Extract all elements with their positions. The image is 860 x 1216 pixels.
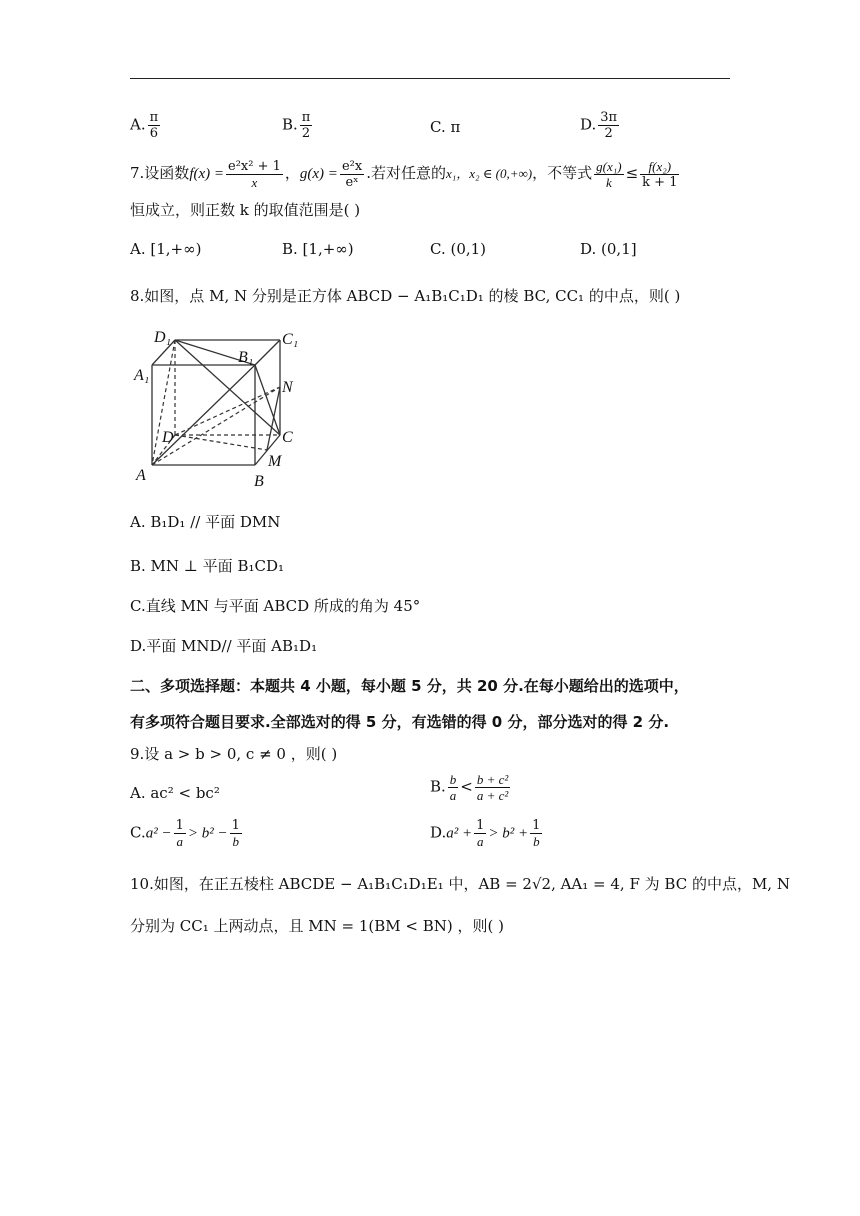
label-B1: B₁ xyxy=(238,349,254,366)
cube-diagram xyxy=(130,320,310,490)
line-AB1 xyxy=(152,365,255,465)
section2-instructions-line1: 二、多项选择题：本题共 4 小题，每小题 5 分，共 20 分.在每小题给出的选项中， xyxy=(130,677,689,695)
label-A: A xyxy=(136,467,146,484)
q7-stem-line1: 7.设函数f(x) = $\frac{\text{e²x² + 1}}{x}$ ，g(x) = $\frac{\text{e²x}}{\text{eˣ}}$ .若对任意的x₁，x₂ ∈ (0,+∞)，不等式 $\frac{\text{g(x₁)}}{k}$ ≤ $\frac{\text{f(x₂)}}{k + 1}$ xyxy=(130,158,678,190)
section2-instructions-line2: 有多项符合题目要求.全部选对的得 5 分，有选错的得 0 分，部分选对的得 2 分. xyxy=(130,713,670,731)
label-N: N xyxy=(282,379,293,396)
q6-a-fraction: $\frac{\pi}{6}$ xyxy=(149,110,159,141)
q6-option-d[interactable]: D. $\frac{3\pi}{2}$ xyxy=(580,110,618,141)
q7-option-d[interactable]: D. (0,1] xyxy=(580,240,637,258)
q6-option-a[interactable]: A. $\frac{\pi}{6}$ xyxy=(130,110,159,141)
q8-option-a[interactable]: A. B₁D₁ // 平面 DMN xyxy=(130,513,281,531)
q8-option-c[interactable]: C.直线 MN 与平面 ABCD 所成的角为 45° xyxy=(130,597,421,615)
q9-option-b[interactable]: B. $\frac{b}{a}$ < $\frac{\text{b + c²}}{\text{a + c²}}$ xyxy=(430,772,509,803)
header-rule xyxy=(130,78,730,79)
q8-option-d[interactable]: D.平面 MND// 平面 AB₁D₁ xyxy=(130,637,318,655)
label-C1: C₁ xyxy=(282,331,299,348)
q7-option-c[interactable]: C. (0,1) xyxy=(430,240,487,258)
q10-stem-line2: 分别为 CC₁ 上两动点，且 MN = 1(BM < BN) ，则( ) xyxy=(130,917,504,935)
label-M: M xyxy=(268,453,282,470)
line-D1C xyxy=(175,340,280,435)
q8-option-b[interactable]: B. MN ⊥ 平面 B₁CD₁ xyxy=(130,557,285,575)
line-DN xyxy=(175,387,280,435)
q6-option-c[interactable]: C. π xyxy=(430,118,461,136)
cube-figure xyxy=(130,320,310,494)
q9-stem: 9.设 a > b > 0, c ≠ 0 ，则( ) xyxy=(130,745,338,763)
q7-stem-line2: 恒成立，则正数 k 的取值范围是( ) xyxy=(130,201,361,219)
q9-option-a[interactable]: A. ac² < bc² xyxy=(130,784,220,802)
label-D1: D₁ xyxy=(154,329,172,346)
label-A1: A₁ xyxy=(134,367,150,384)
label-C: C xyxy=(282,429,293,446)
q7-option-a[interactable]: A. [1,+∞) xyxy=(130,240,202,258)
q7-option-b[interactable]: B. [1,+∞) xyxy=(282,240,354,258)
q6-b-fraction: $\frac{\pi}{2}$ xyxy=(301,110,311,141)
label-D: D xyxy=(162,429,174,446)
line-AN xyxy=(152,387,280,465)
q8-stem: 8.如图，点 M, N 分别是正方体 ABCD − A₁B₁C₁D₁ 的棱 BC, CC₁ 的中点，则( ) xyxy=(130,287,681,305)
q9-option-c[interactable]: C.a² − $\frac{1}{a}$ > b² − $\frac{1}{b}$ xyxy=(130,818,240,849)
q6-option-b[interactable]: B. $\frac{\pi}{2}$ xyxy=(282,110,311,141)
label-B: B xyxy=(254,473,264,490)
q6-d-fraction: $\frac{3\pi}{2}$ xyxy=(600,110,618,141)
q9-option-d[interactable]: D.a² + $\frac{1}{a}$ > b² + $\frac{1}{b}$ xyxy=(430,818,541,849)
q10-stem-line1: 10.如图，在正五棱柱 ABCDE − A₁B₁C₁D₁E₁ 中，AB = 2√2, AA₁ = 4, F 为 BC 的中点，M, N xyxy=(130,875,790,893)
edge-B1C1 xyxy=(255,340,280,365)
